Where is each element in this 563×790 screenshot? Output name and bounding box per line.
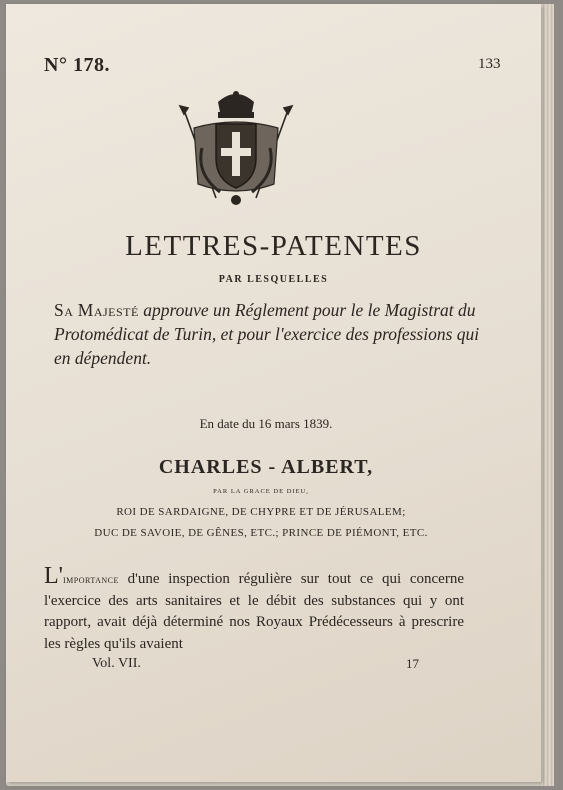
savoy-coat-of-arms-icon xyxy=(176,88,296,218)
body-paragraph xyxy=(44,563,464,655)
document-page xyxy=(6,4,541,782)
intro-majeste: Majesté xyxy=(77,300,139,320)
document-number: N° 178. xyxy=(44,54,110,76)
body-smallcaps: importance xyxy=(62,572,119,586)
document-subtitle: PAR LESQUELLES xyxy=(218,274,329,285)
intro-sa: Sa xyxy=(54,300,74,320)
body-dropcap: L' xyxy=(44,563,63,589)
page-stack xyxy=(6,4,554,786)
body-text: d'une inspection régulière sur tout ce qui concerne l'exercice des arts sanitaires et le débit des substances qui y ont rapport, avait déjà déterminé nos Royaux Prédécesseurs à prescrire les règles qu'ils avaient xyxy=(44,571,464,652)
signature-mark: 17 xyxy=(406,656,419,671)
page-number: 133 xyxy=(478,56,501,72)
intro-paragraph xyxy=(54,298,494,370)
grace-line: PAR LA GRACE DE DIEU, xyxy=(213,488,309,495)
realms-line-1: ROI DE SARDAIGNE, DE CHYPRE ET DE JÉRUSALEM; xyxy=(116,506,406,518)
date-line: En date du 16 mars 1839. xyxy=(199,416,333,431)
volume-label: Vol. VII. xyxy=(92,656,141,671)
page-edges xyxy=(540,4,554,786)
document-title: LETTRES-PATENTES xyxy=(125,230,422,262)
king-name: CHARLES - ALBERT, xyxy=(158,456,374,478)
intro-text: approuve un Réglement pour le le Magistrat du Protomédicat de Turin, et pour l'exercice des professions qui en dépendent. xyxy=(54,300,480,368)
realms-line-2: DUC DE SAVOIE, DE GÊNES, ETC.; PRINCE DE PIÉMONT, ETC. xyxy=(94,527,428,539)
